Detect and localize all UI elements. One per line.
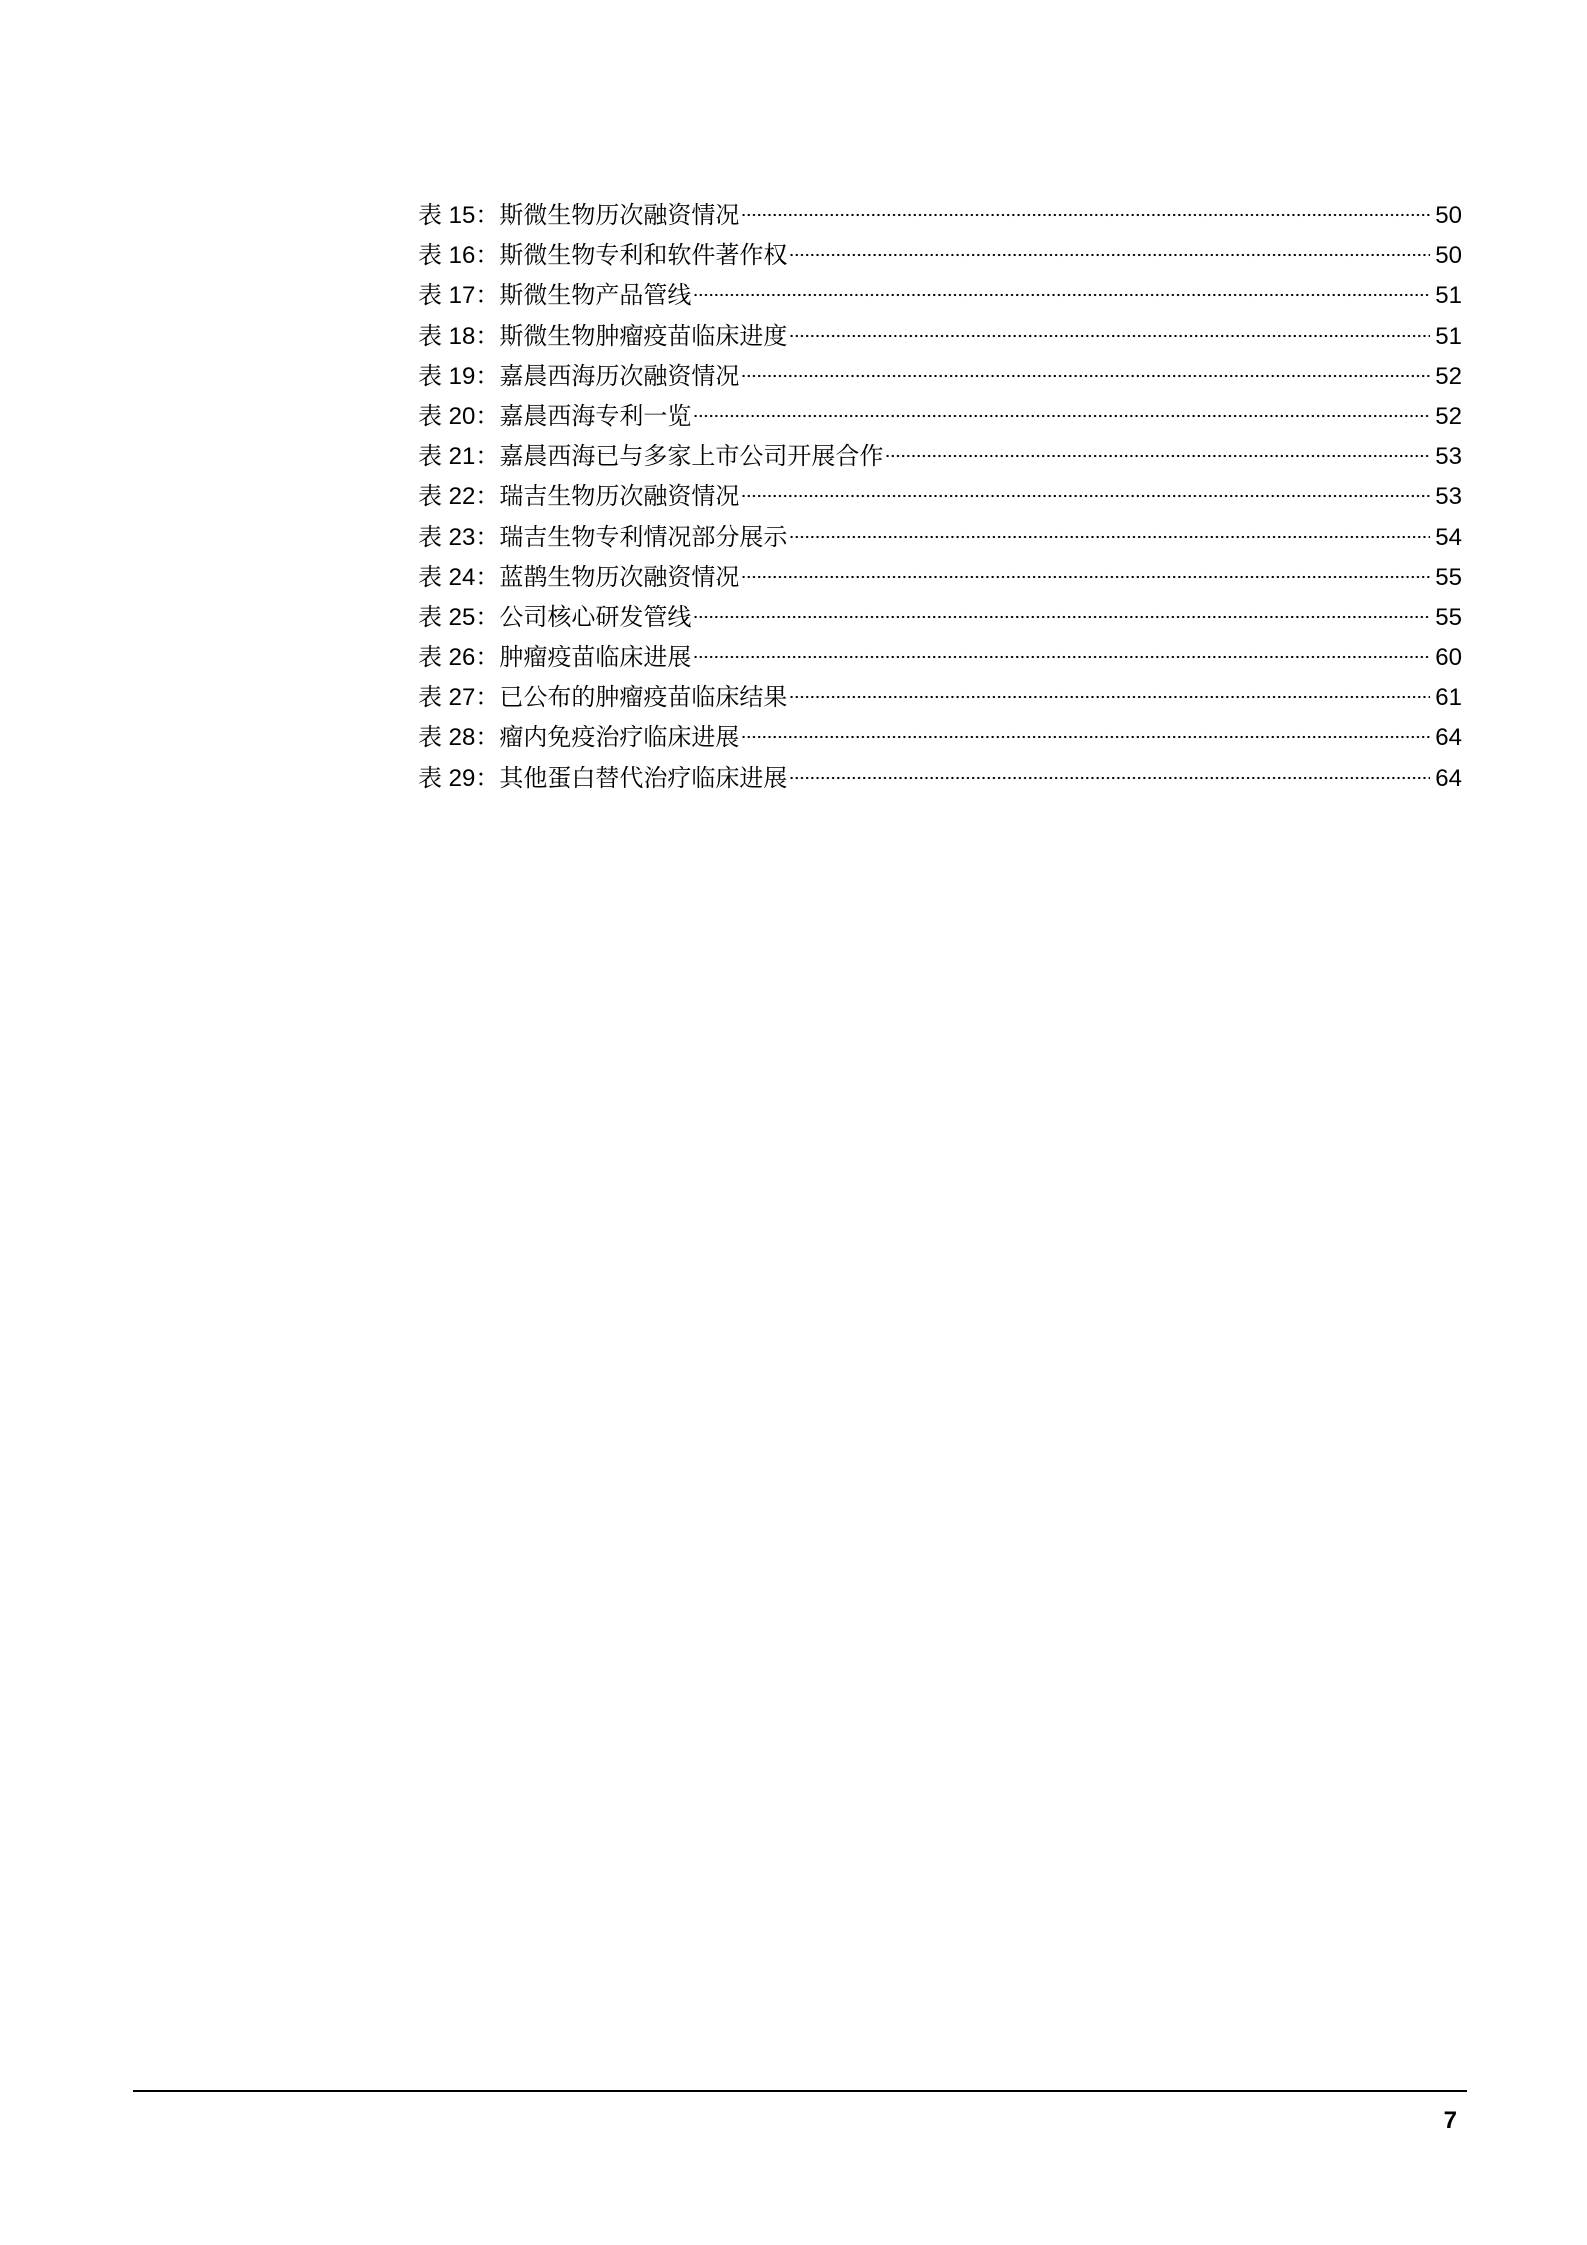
- toc-entry[interactable]: [418, 558, 1462, 598]
- toc-entry[interactable]: [418, 518, 1462, 558]
- footer-divider: [133, 2090, 1467, 2092]
- toc-entry-page-number: 64: [1435, 724, 1462, 752]
- toc-entry[interactable]: [418, 437, 1462, 477]
- toc-dot-leader: [789, 775, 1430, 781]
- toc-entry-page-number: 50: [1435, 242, 1462, 270]
- toc-entry-page-number: 55: [1435, 603, 1462, 631]
- toc-entry-page-number: 51: [1435, 322, 1462, 350]
- toc-entry-title: 斯微生物历次融资情况: [499, 202, 740, 229]
- toc-dot-leader: [741, 574, 1430, 580]
- toc-dot-leader: [693, 413, 1430, 419]
- toc-entry-title: 已公布的肿瘤疫苗临床结果: [499, 684, 788, 712]
- toc-dot-leader: [741, 373, 1430, 379]
- toc-entry-label: 表 19：: [418, 362, 500, 390]
- toc-entry-label: 表 26：: [418, 644, 500, 672]
- toc-dot-leader: [789, 252, 1430, 258]
- toc-dot-leader: [693, 292, 1430, 298]
- toc-entry-title: 瑞吉生物专利情况部分展示: [499, 523, 788, 551]
- toc-entry-title: 嘉晨西海专利一览: [499, 402, 692, 430]
- toc-entry-label: 表 21：: [418, 443, 500, 471]
- toc-entry-title: 瘤内免疫治疗临床进展: [499, 724, 740, 752]
- toc-dot-leader: [693, 614, 1430, 620]
- toc-dot-leader: [693, 654, 1430, 660]
- toc-entry-label: 表 29：: [418, 764, 500, 792]
- table-of-contents-list-of-tables: [418, 196, 1462, 799]
- page-number: 7: [1443, 2107, 1457, 2134]
- toc-entry-label: 表 15：: [418, 202, 500, 229]
- toc-entry-label: 表 23：: [418, 523, 500, 551]
- toc-entry-title: 瑞吉生物历次融资情况: [499, 483, 740, 511]
- toc-entry-page-number: 53: [1435, 483, 1462, 511]
- toc-dot-leader: [885, 453, 1430, 459]
- toc-entry-page-number: 64: [1435, 764, 1462, 792]
- toc-entry-title: 斯微生物肿瘤疫苗临床进度: [499, 322, 788, 350]
- toc-entry[interactable]: [418, 196, 1462, 236]
- toc-entry[interactable]: [418, 718, 1462, 758]
- toc-dot-leader: [789, 333, 1430, 339]
- toc-entry[interactable]: [418, 598, 1462, 638]
- toc-dot-leader: [741, 212, 1430, 218]
- toc-entry-page-number: 61: [1435, 684, 1462, 712]
- toc-entry-page-number: 60: [1435, 644, 1462, 672]
- toc-entry-label: 表 27：: [418, 684, 500, 712]
- toc-entry-title: 蓝鹊生物历次融资情况: [499, 563, 740, 591]
- toc-dot-leader: [789, 534, 1430, 540]
- toc-entry-page-number: 53: [1435, 443, 1462, 471]
- toc-entry-label: 表 18：: [418, 322, 500, 350]
- toc-entry[interactable]: [418, 317, 1462, 357]
- toc-entry-label: 表 17：: [418, 282, 500, 310]
- toc-entry-label: 表 22：: [418, 483, 500, 511]
- toc-entry-title: 其他蛋白替代治疗临床进展: [499, 764, 788, 792]
- toc-entry[interactable]: [418, 678, 1462, 718]
- toc-entry-label: 表 20：: [418, 402, 500, 430]
- toc-entry-page-number: 54: [1435, 523, 1462, 551]
- toc-entry[interactable]: [418, 397, 1462, 437]
- toc-entry[interactable]: [418, 276, 1462, 316]
- toc-entry-title: 公司核心研发管线: [499, 603, 692, 631]
- toc-entry[interactable]: [418, 477, 1462, 517]
- toc-entry-label: 表 24：: [418, 563, 500, 591]
- toc-entry-label: 表 16：: [418, 242, 500, 270]
- toc-dot-leader: [789, 694, 1430, 700]
- toc-entry-label: 表 25：: [418, 603, 500, 631]
- toc-entry-page-number: 52: [1435, 402, 1462, 430]
- toc-dot-leader: [741, 734, 1430, 740]
- toc-entry[interactable]: [418, 638, 1462, 678]
- toc-entry[interactable]: [418, 357, 1462, 397]
- toc-entry-label: 表 28：: [418, 724, 500, 752]
- toc-entry[interactable]: [418, 236, 1462, 276]
- toc-entry-page-number: 50: [1435, 202, 1462, 229]
- toc-entry-title: 嘉晨西海历次融资情况: [499, 362, 740, 390]
- toc-entry-page-number: 52: [1435, 362, 1462, 390]
- toc-entry-page-number: 51: [1435, 282, 1462, 310]
- toc-entry-page-number: 55: [1435, 563, 1462, 591]
- toc-dot-leader: [741, 493, 1430, 499]
- toc-entry-title: 肿瘤疫苗临床进展: [499, 644, 692, 672]
- toc-entry[interactable]: [418, 759, 1462, 799]
- toc-entry-title: 斯微生物产品管线: [499, 282, 692, 310]
- toc-entry-title: 嘉晨西海已与多家上市公司开展合作: [499, 443, 884, 471]
- toc-entry-title: 斯微生物专利和软件著作权: [499, 242, 788, 270]
